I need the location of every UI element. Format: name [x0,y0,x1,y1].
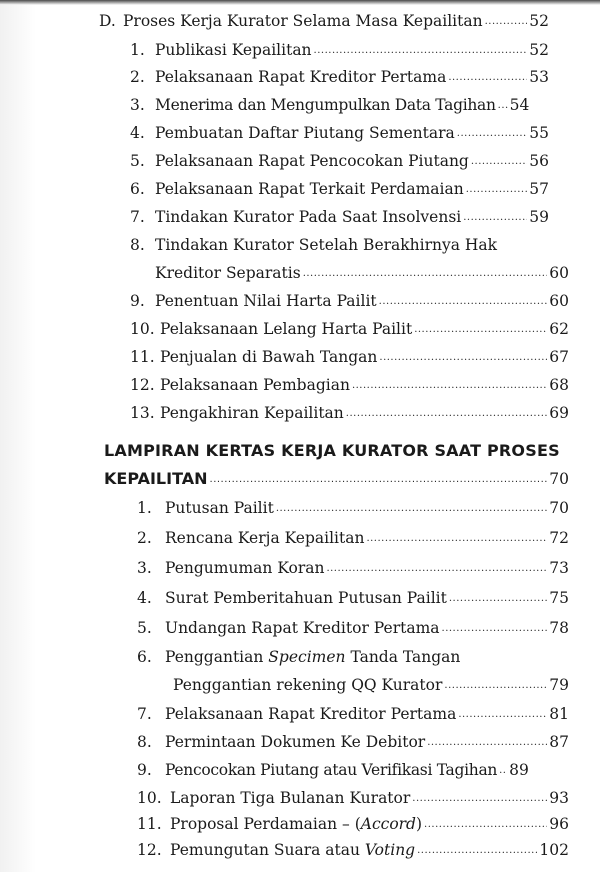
entry-number: 1. [130,41,145,59]
leader-dots [442,622,548,636]
entry-label: Pelaksanaan Pembagian [160,376,350,394]
entry-label-italic: Specimen [268,648,346,666]
entry-number: 9. [137,761,152,779]
toc-entry[interactable] [137,839,569,861]
entry-page: 75 [549,589,569,607]
toc-entry[interactable] [130,374,569,396]
section-d-title: Proses Kerja Kurator Selama Masa Kepailitan [123,12,483,30]
lampiran-heading-text: KEPAILITAN [104,469,208,488]
entry-label-post: ) [415,815,423,833]
leader-dots [379,295,548,309]
toc-entry[interactable] [130,346,569,368]
entry-page: 96 [549,815,569,833]
leader-dots [449,592,547,606]
leader-dots [498,99,508,113]
entry-label: Surat Pemberitahuan Putusan Pailit [165,589,447,607]
toc-entry-section-d[interactable] [99,10,549,32]
entry-label-italic: Accord [360,815,416,833]
leader-dots [326,562,547,576]
leader-dots [352,379,547,393]
entry-number: 11. [137,815,162,833]
entry-number: 8. [137,733,152,751]
toc-entry[interactable] [137,759,569,781]
lampiran-heading[interactable]: LAMPIRAN KERTAS KERJA KURATOR SAAT PROSES [104,441,560,460]
page-edge-shadow [0,0,36,872]
entry-number: 12. [137,841,162,859]
entry-label: Penentuan Nilai Harta Pailit [155,292,377,310]
toc-entry[interactable] [137,557,569,579]
toc-entry[interactable] [130,178,549,200]
leader-dots [448,71,527,85]
entry-page: 60 [549,292,569,310]
toc-entry[interactable] [130,318,569,340]
entry-page: 72 [549,529,569,547]
toc-entry[interactable] [130,66,549,88]
toc-entry[interactable] [130,150,549,172]
entry-page: 89 [509,761,529,779]
section-d-page: 52 [529,12,549,30]
entry-label: Penjualan di Bawah Tangan [160,348,378,366]
entry-label-line2: Kreditor Separatis [155,264,301,282]
entry-label: Pelaksanaan Lelang Harta Pailit [160,320,413,338]
entry-number: 7. [130,208,145,226]
leader-dots [463,211,527,225]
entry-page: 87 [549,733,569,751]
page-top-edge [0,0,600,5]
entry-label: Pencocokan Piutang atau Verifikasi Tagihan [165,761,498,779]
entry-page: 57 [529,180,549,198]
toc-entry-line1[interactable] [130,234,497,256]
leader-dots [346,407,547,421]
entry-label-pre: Proposal Perdamaian – ( [170,815,361,833]
entry-label: Pelaksanaan Rapat Pencocokan Piutang [155,152,469,170]
entry-number: 10. [137,789,162,807]
leader-dots [276,502,547,516]
entry-number: 12. [130,376,155,394]
toc-entry[interactable] [137,617,569,639]
lampiran-heading-line2[interactable] [104,468,569,490]
entry-label-pre: Penggantian [165,648,269,666]
leader-dots [471,155,527,169]
entry-label: Pelaksanaan Rapat Terkait Perdamaian [155,180,464,198]
entry-page: 79 [549,676,569,694]
entry-label: Publikasi Kepailitan [155,41,312,59]
entry-number: 4. [130,124,145,142]
leader-dots [458,708,547,722]
entry-label-line1: Tindakan Kurator Setelah Berakhirnya Hak [155,236,498,254]
entry-number: 13. [130,404,155,422]
entry-number: 8. [130,236,145,254]
entry-number: 1. [137,499,152,517]
entry-number: 2. [137,529,152,547]
leader-dots [424,818,547,832]
entry-page: 81 [549,705,569,723]
entry-label: Undangan Rapat Kreditor Pertama [165,619,440,637]
leader-dots [210,473,548,487]
entry-page: 93 [549,789,569,807]
entry-label: Rencana Kerja Kepailitan [165,529,365,547]
entry-label: Pengumuman Koran [165,559,325,577]
entry-label-line2: Penggantian rekening QQ Kurator [173,676,443,694]
toc-entry[interactable] [137,787,569,809]
entry-number: 3. [130,96,145,114]
leader-dots [414,323,547,337]
leader-dots [457,127,527,141]
leader-dots [485,15,528,29]
entry-page: 54 [509,96,530,114]
entry-label-pre: Pemungutan Suara atau [170,841,365,859]
entry-label: Pelaksanaan Rapat Kreditor Pertama [165,705,457,723]
entry-number: 3. [137,559,152,577]
leader-dots [444,679,547,693]
entry-page: 60 [549,264,569,282]
leader-dots [427,736,547,750]
toc-entry[interactable] [137,813,569,835]
toc-entry[interactable] [137,497,569,519]
lampiran-page: 70 [549,470,569,488]
entry-number: 5. [137,619,152,637]
toc-entry-line2[interactable] [173,674,569,696]
entry-page: 70 [549,499,569,517]
toc-entry[interactable] [137,703,569,725]
entry-label: Tindakan Kurator Pada Saat Insolvensi [155,208,462,226]
leader-dots [499,764,507,778]
toc-entry[interactable] [137,731,569,753]
entry-number: 6. [137,648,152,666]
entry-label: Menerima dan Mengumpulkan Data Tagihan [155,96,496,114]
leader-dots [412,792,547,806]
entry-page: 55 [529,124,549,142]
toc-entry[interactable] [130,122,549,144]
section-d-letter: D. [99,12,116,30]
toc-entry[interactable] [137,587,569,609]
entry-number: 5. [130,152,145,170]
entry-number: 7. [137,705,152,723]
leader-dots [366,532,547,546]
entry-page: 78 [549,619,569,637]
leader-dots [303,267,548,281]
toc-entry[interactable] [137,527,569,549]
entry-label: Permintaan Dokumen Ke Debitor [165,733,426,751]
entry-page: 73 [549,559,569,577]
toc-entry-line1[interactable] [137,646,460,668]
entry-number: 4. [137,589,152,607]
entry-page: 102 [539,841,569,859]
entry-number: 10. [130,320,155,338]
toc-entry[interactable] [130,402,569,424]
entry-page: 62 [549,320,569,338]
entry-label-post: Tanda Tangan [345,648,461,666]
toc-entry[interactable] [130,39,549,61]
entry-page: 53 [529,68,549,86]
entry-page: 52 [529,41,549,59]
entry-label: Pengakhiran Kepailitan [160,404,344,422]
entry-number: 2. [130,68,145,86]
toc-entry[interactable] [130,206,549,228]
entry-number: 9. [130,292,145,310]
entry-number: 11. [130,348,155,366]
entry-page: 59 [529,208,549,226]
toc-entry-line2[interactable] [155,262,569,284]
leader-dots [417,844,537,858]
entry-number: 6. [130,180,145,198]
entry-page: 67 [549,348,569,366]
toc-entry[interactable] [130,94,549,116]
entry-label: Laporan Tiga Bulanan Kurator [170,789,411,807]
entry-page: 69 [549,404,569,422]
entry-page: 68 [549,376,569,394]
entry-page: 56 [529,152,549,170]
entry-label: Pembuatan Daftar Piutang Sementara [155,124,455,142]
entry-label: Putusan Pailit [165,499,274,517]
toc-entry[interactable] [130,290,569,312]
leader-dots [466,183,528,197]
entry-label: Pelaksanaan Rapat Kreditor Pertama [155,68,447,86]
leader-dots [314,44,528,58]
leader-dots [379,351,547,365]
entry-label-italic: Voting [364,841,416,859]
